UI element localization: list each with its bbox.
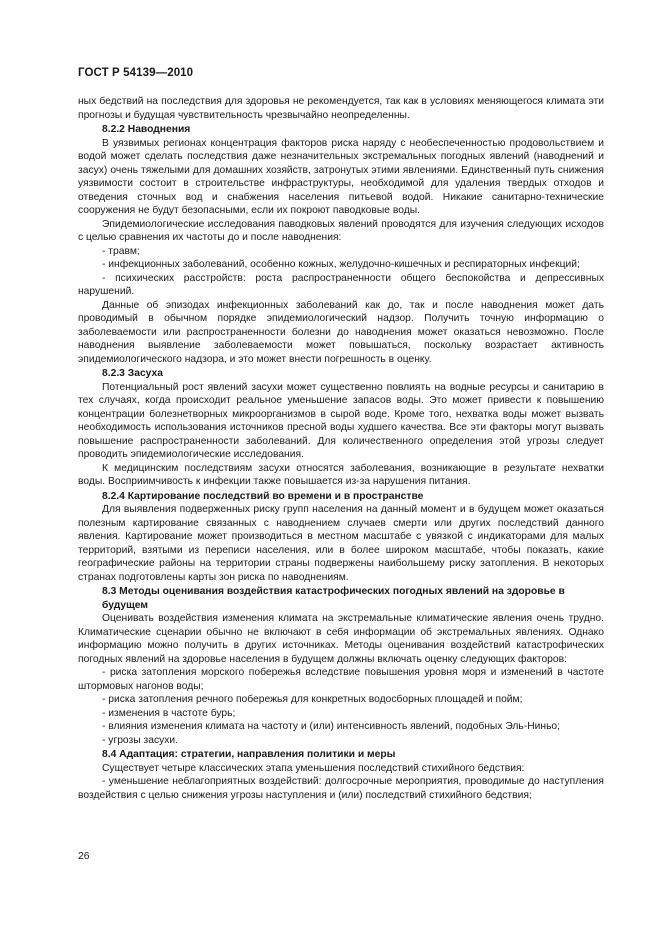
paragraph: Для выявления подверженных риску групп населения на данный момент и в будущем может оказаться полезным картирование связанных с наводнением случаев смерти или других последствий данного явления. Картирование может производиться в местном масштабе с увязкой с индикаторами для малых территорий, взятыми из переписи населения, или в более широком масштабе, чтобы показать, какие географические районы на территории страны подвержены наибольшему риску затопления. В некоторых странах подготовлены карты зон риска по наводнениям. bbox=[78, 504, 604, 583]
paragraph: Оценивать воздействия изменения климата на экстремальные климатические явления очень трудно. Климатические сценарии обычно не включают в себя информации об экстремальных явлениях. Однако информацию можно получить в других источниках. Методы оценивания воздействий катастрофических погодных явлений на здоровье населения в будущем должны включать оценку следующих факторов: bbox=[78, 613, 604, 665]
paragraph: Эпидемиологические исследования паводковых явлений проводятся для изучения следующих исходов с целью сравнения их частоты до и после наводнения: bbox=[78, 218, 604, 243]
section-heading: 8.2.2 Наводнения bbox=[102, 124, 191, 135]
document-header: ГОСТ Р 54139—2010 bbox=[78, 67, 194, 79]
section-heading: 8.4 Адаптация: стратегии, направления политики и меры bbox=[102, 749, 396, 760]
list-item: - риска затопления морского побережья вследствие повышения уровня моря и изменений в частоте штормовых нагонов воды; bbox=[78, 667, 604, 692]
section-heading: 8.2.4 Картирование последствий во времени и в пространстве bbox=[102, 490, 424, 502]
paragraph: К медицинским последствиям засухи относятся заболевания, возникающие в результате нехватки воды. Восприимчивость к инфекции также повышается из-за нарушения питания. bbox=[78, 462, 604, 487]
list-item: - травм; bbox=[102, 245, 140, 257]
paragraph: ных бедствий на последствия для здоровья не рекомендуется, так как в условиях меняющегося климата эти прогнозы и будущая чувствительность чрезвычайно неопределенны. bbox=[78, 96, 604, 121]
list-item: - инфекционных заболеваний, особенно кожных, желудочно-кишечных и респираторных инфекций; bbox=[102, 259, 580, 270]
page-content bbox=[78, 95, 604, 802]
paragraph: Потенциальный рост явлений засухи может существенно повлиять на водные ресурсы и санитарию в тех случаях, когда происходит реальное уменьшение запасов воды. Это может привести к повышению концентрации болезнетворных микроорганизмов в сырой воде. Кроме того, нехватка воды может вызвать необходимость использования источников пресной воды худшего качества. Все эти факторы могут вызвать повышение распространенности заболеваний. Для количественного определения этой угрозы следует проводить эпидемиологические исследования. bbox=[78, 381, 604, 460]
list-item: - уменьшение неблагоприятных воздействий: долгосрочные мероприятия, проводимые до наступления воздействия с целью снижения угрозы наступления и (или) последствий стихийного бедствия; bbox=[78, 776, 604, 801]
section-heading: 8.2.3 Засуха bbox=[102, 368, 163, 379]
list-item: - влияния изменения климата на частоту и (или) интенсивность явлений, подобных Эль-Ниньо; bbox=[102, 721, 561, 732]
section-heading: 8.3 Методы оценивания воздействия катастрофических погодных явлений на здоровье в будущем bbox=[102, 586, 565, 611]
paragraph: Данные об эпизодах инфекционных заболеваний как до, так и после наводнения может дать проводимый в обычном порядке эпидемиологический надзор. Получить точную информацию о заболеваемости или распространенности болезни до наводнения может оказаться невозможно. После наводнения выявление заболеваемости может повышаться, поскольку возрастает активность эпидемиологического надзора, и это может внести погрешность в оценку. bbox=[78, 299, 604, 365]
page-number: 26 bbox=[78, 851, 90, 862]
list-item: - изменения в частоте бурь; bbox=[102, 707, 236, 719]
list-item: - угрозы засухи. bbox=[102, 734, 179, 746]
list-item: - психических расстройств: роста распространенности общего беспокойства и депрессивных нарушений. bbox=[78, 272, 604, 297]
paragraph: В уязвимых регионах концентрация факторов риска наряду с необеспеченностью продовольствием и водой может сделать последствия даже незначительных экстремальных погодных явлений (наводнений и засух) очень тяжелыми для домашних хозяйств, затронутых этими явлениями. Единственный путь снижения уязвимости состоит в строительстве инфраструктуры, необходимой для удаления твердых отходов и отведения сточных вод и снабжения населения питьевой водой. Никакие санитарно-технические сооружения не будут безопасными, если их покроют паводковые воды. bbox=[78, 137, 604, 216]
list-item: - риска затопления речного побережья для конкретных водосборных площадей и пойм; bbox=[102, 694, 523, 705]
paragraph: Существует четыре классических этапа уменьшения последствий стихийного бедствия: bbox=[102, 762, 525, 774]
